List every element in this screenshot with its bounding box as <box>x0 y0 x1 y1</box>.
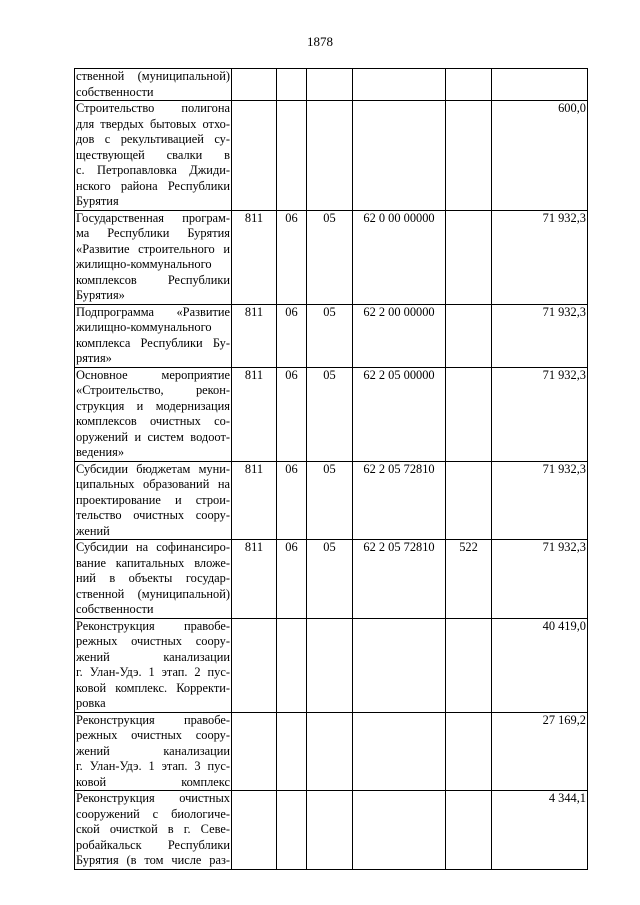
row-subsection-code: 05 <box>307 461 353 540</box>
row-name: Государственная програм- ма Республики Бурятия «Развитие строительного и жилищно-коммунального комплексов Республики Бурятия» <box>76 210 230 302</box>
page-number: 1878 <box>307 34 333 49</box>
row-name: Реконструкция правобе- режных очистных соору- жений канализации г. Улан-Удэ. 1 этап. 3 пус- ковой комплекс <box>76 712 230 789</box>
row-admin-code <box>232 712 277 791</box>
table-row <box>75 712 588 791</box>
row-subsection-code <box>307 791 353 870</box>
table-row <box>75 304 588 367</box>
row-expense-type <box>446 304 492 367</box>
row-section-code <box>277 791 307 870</box>
row-section-code <box>277 618 307 712</box>
table-row <box>75 210 588 304</box>
row-subsection-code: 05 <box>307 304 353 367</box>
row-amount: 71 932,3 <box>492 304 588 367</box>
table-row <box>75 618 588 712</box>
row-subsection-code <box>307 618 353 712</box>
row-subsection-code: 05 <box>307 367 353 461</box>
row-subsection-code <box>307 712 353 791</box>
row-name: ственной (муниципальной) собственности <box>76 69 230 99</box>
row-name: Субсидии бюджетам муни- ципальных образований на проектирование и строи- тельство очистных соору- жений <box>76 461 230 538</box>
row-section-code <box>277 101 307 211</box>
row-amount: 71 932,3 <box>492 461 588 540</box>
row-expense-type <box>446 210 492 304</box>
row-target-article <box>353 69 446 101</box>
budget-table-body <box>75 69 588 870</box>
row-subsection-code: 05 <box>307 540 353 619</box>
row-expense-type <box>446 712 492 791</box>
row-admin-code: 811 <box>232 210 277 304</box>
row-expense-type <box>446 791 492 870</box>
row-admin-code <box>232 791 277 870</box>
table-row <box>75 791 588 870</box>
row-target-article: 62 0 00 00000 <box>353 210 446 304</box>
row-expense-type <box>446 618 492 712</box>
row-amount: 71 932,3 <box>492 367 588 461</box>
row-expense-type <box>446 69 492 101</box>
row-section-code <box>277 712 307 791</box>
row-target-article <box>353 618 446 712</box>
row-target-article: 62 2 05 72810 <box>353 461 446 540</box>
row-expense-type <box>446 101 492 211</box>
row-target-article: 62 2 00 00000 <box>353 304 446 367</box>
row-name: Реконструкция очистных сооружений с биологиче- ской очисткой в г. Севе- робайкальск Республики Бурятия (в том числе раз- <box>76 791 230 867</box>
row-amount: 4 344,1 <box>492 791 588 870</box>
row-target-article <box>353 101 446 211</box>
row-section-code: 06 <box>277 210 307 304</box>
row-subsection-code <box>307 101 353 211</box>
row-admin-code <box>232 618 277 712</box>
row-admin-code: 811 <box>232 304 277 367</box>
budget-table <box>74 68 588 870</box>
row-target-article <box>353 791 446 870</box>
row-expense-type <box>446 461 492 540</box>
row-target-article: 62 2 05 72810 <box>353 540 446 619</box>
row-amount: 71 932,3 <box>492 210 588 304</box>
row-name: Субсидии на софинансиро- вание капитальных вложе- ний в объекты государ- ственной (муниципальной) собственности <box>76 540 230 616</box>
row-subsection-code: 05 <box>307 210 353 304</box>
row-expense-type <box>446 367 492 461</box>
row-name: Основное мероприятие «Строительство, рекон- струкция и модернизация комплексов очистных со- оружений и систем водоот- ведения» <box>76 367 230 459</box>
row-section-code: 06 <box>277 367 307 461</box>
row-amount: 71 932,3 <box>492 540 588 619</box>
row-name: Подпрограмма «Развитие жилищно-коммунального комплекса Республики Бу- рятия» <box>76 304 230 365</box>
row-target-article <box>353 712 446 791</box>
row-amount: 27 169,2 <box>492 712 588 791</box>
table-row <box>75 461 588 540</box>
row-admin-code: 811 <box>232 367 277 461</box>
row-admin-code: 811 <box>232 461 277 540</box>
row-subsection-code <box>307 69 353 101</box>
table-row <box>75 540 588 619</box>
row-section-code <box>277 69 307 101</box>
row-admin-code: 811 <box>232 540 277 619</box>
row-amount: 40 419,0 <box>492 618 588 712</box>
row-admin-code <box>232 101 277 211</box>
row-section-code: 06 <box>277 461 307 540</box>
row-section-code: 06 <box>277 304 307 367</box>
row-section-code: 06 <box>277 540 307 619</box>
row-admin-code <box>232 69 277 101</box>
row-name: Строительство полигона для твердых бытовых отхо- дов с рекультивацией су- ществующей свалки в с. Петропавловка Джиди- нского района Республики Бурятия <box>76 101 230 208</box>
row-amount <box>492 69 588 101</box>
row-name: Реконструкция правобе- режных очистных соору- жений канализации г. Улан-Удэ. 1 этап. 2 пус- ковой комплекс. Корректи- ровка <box>76 618 230 710</box>
row-target-article: 62 2 05 00000 <box>353 367 446 461</box>
table-row <box>75 69 588 101</box>
row-expense-type: 522 <box>446 540 492 619</box>
table-row <box>75 367 588 461</box>
table-row <box>75 101 588 211</box>
row-amount: 600,0 <box>492 101 588 211</box>
